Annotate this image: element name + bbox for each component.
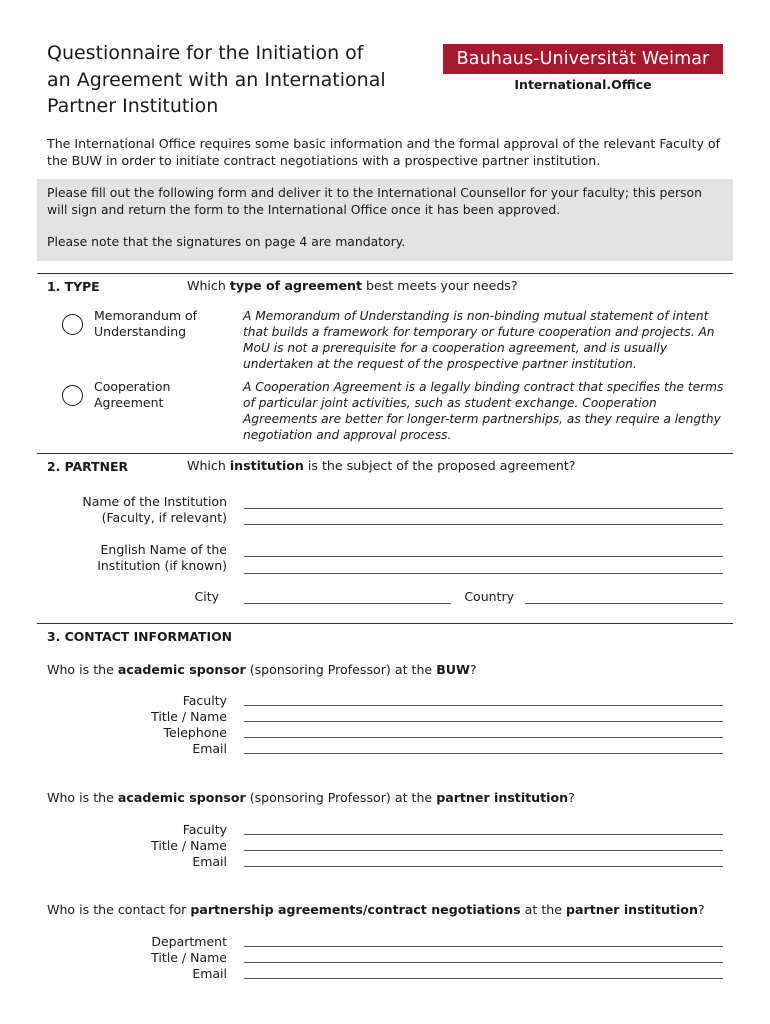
institution-name-label: Name of the Institution (Faculty, if relevant) bbox=[82, 494, 227, 525]
notice-box bbox=[37, 179, 733, 261]
institution-faculty-field[interactable] bbox=[244, 524, 723, 525]
section-3-label: 3. CONTACT INFORMATION bbox=[47, 629, 233, 644]
section-divider bbox=[37, 273, 733, 274]
mou-description: A Memorandum of Understanding is non-binding mutual statement of intent that builds a framework for temporary or future cooperation and projects. An MoU is not a prerequisite for a cooperation agreement, and is usually undertaken at the request of the prospective partner institution. bbox=[243, 309, 715, 371]
university-logo: Bauhaus-Universität Weimar bbox=[443, 44, 723, 74]
partner-title-name-field[interactable] bbox=[244, 850, 723, 851]
contact-email-field[interactable] bbox=[244, 978, 723, 979]
title-line-1: Questionnaire for the Initiation of bbox=[47, 42, 364, 64]
partner-faculty-label: Faculty bbox=[182, 822, 227, 837]
section-divider bbox=[37, 453, 733, 454]
country-field[interactable] bbox=[525, 603, 723, 604]
partner-faculty-field[interactable] bbox=[244, 834, 723, 835]
section-2-label: 2. PARTNER bbox=[47, 459, 128, 474]
notice-paragraph-1: Please fill out the following form and deliver it to the International Counsellor for your faculty; this person will sign and return the form to the International Office once it has been approved. bbox=[47, 185, 702, 217]
section-1-label: 1. TYPE bbox=[47, 279, 100, 294]
title-line-3: Partner Institution bbox=[47, 95, 219, 117]
contact-department-field[interactable] bbox=[244, 946, 723, 947]
cooperation-agreement-label: Cooperation Agreement bbox=[94, 379, 171, 410]
contract-contact-question: Who is the contact for partnership agreements/contract negotiations at the partner institution? bbox=[47, 902, 705, 917]
buw-telephone-label: Telephone bbox=[163, 725, 227, 740]
buw-email-field[interactable] bbox=[244, 753, 723, 754]
cooperation-agreement-description: A Cooperation Agreement is a legally binding contract that specifies the terms of particular joint activities, such as student exchange. Cooperation Agreements are better for longer-term partnerships, as they require a lengthy negotiation and approval process. bbox=[243, 380, 724, 442]
notice-paragraph-2: Please note that the signatures on page 4 are mandatory. bbox=[47, 234, 406, 249]
institution-name-field[interactable] bbox=[244, 508, 723, 509]
english-name-label: English Name of the Institution (if known) bbox=[97, 542, 227, 573]
title-line-2: an Agreement with an International bbox=[47, 68, 386, 91]
office-name: International.Office bbox=[514, 77, 652, 92]
english-name-field[interactable] bbox=[244, 556, 723, 557]
page-title bbox=[47, 40, 427, 120]
city-field[interactable] bbox=[244, 603, 451, 604]
section-1-question: Which type of agreement best meets your needs? bbox=[187, 278, 518, 293]
buw-faculty-label: Faculty bbox=[182, 693, 227, 708]
country-label: Country bbox=[464, 589, 514, 604]
buw-title-name-field[interactable] bbox=[244, 721, 723, 722]
contact-department-label: Department bbox=[151, 934, 227, 949]
partner-email-label: Email bbox=[192, 854, 227, 869]
contact-title-name-label: Title / Name bbox=[151, 950, 227, 965]
mou-label: Memorandum of Understanding bbox=[94, 308, 198, 339]
contact-title-name-field[interactable] bbox=[244, 962, 723, 963]
partner-sponsor-question: Who is the academic sponsor (sponsoring Professor) at the partner institution? bbox=[47, 790, 575, 805]
intro-text: The International Office requires some basic information and the formal approval of the relevant Faculty of the BUW in order to initiate contract negotiations with a prospective partner institution. bbox=[47, 136, 721, 168]
buw-faculty-field[interactable] bbox=[244, 705, 723, 706]
mou-radio[interactable] bbox=[62, 314, 83, 335]
section-2-question: Which institution is the subject of the proposed agreement? bbox=[187, 458, 576, 473]
buw-sponsor-question: Who is the academic sponsor (sponsoring Professor) at the BUW? bbox=[47, 662, 477, 677]
contact-email-label: Email bbox=[192, 966, 227, 981]
cooperation-agreement-radio[interactable] bbox=[62, 385, 83, 406]
section-divider bbox=[37, 623, 733, 624]
partner-title-name-label: Title / Name bbox=[151, 838, 227, 853]
english-name-field-2[interactable] bbox=[244, 573, 723, 574]
buw-email-label: Email bbox=[192, 741, 227, 756]
city-label: City bbox=[194, 589, 219, 604]
buw-telephone-field[interactable] bbox=[244, 737, 723, 738]
partner-email-field[interactable] bbox=[244, 866, 723, 867]
buw-title-name-label: Title / Name bbox=[151, 709, 227, 724]
